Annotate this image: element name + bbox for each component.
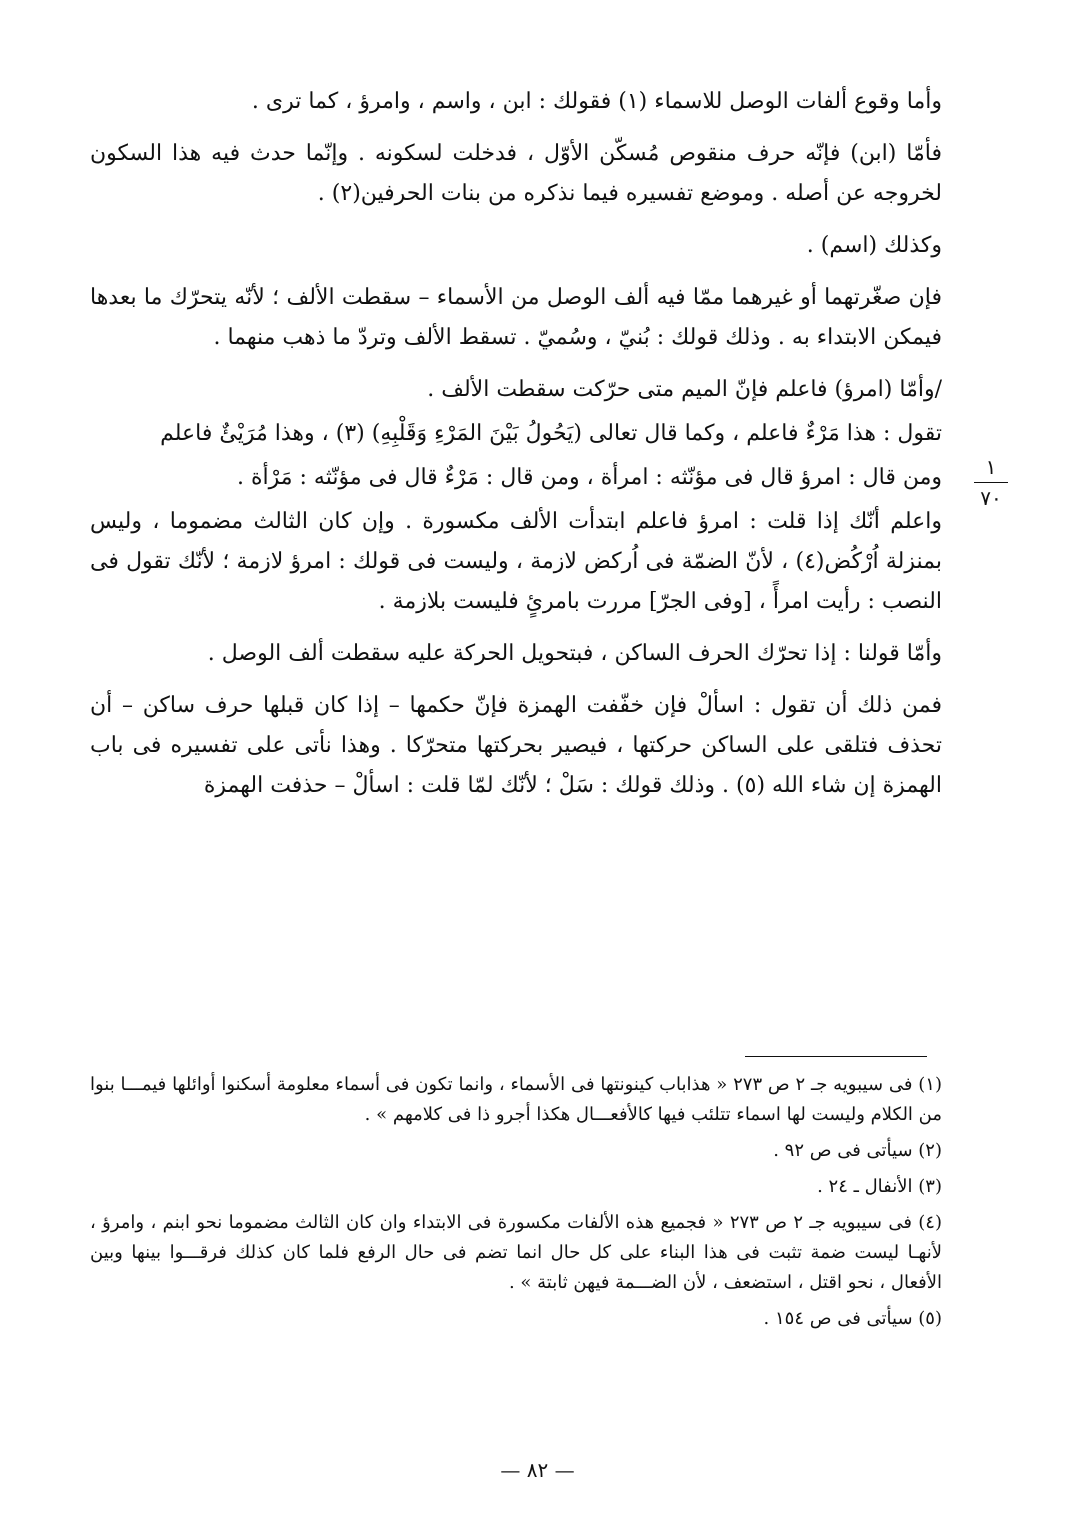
- paragraph-2: فأمّا (ابن) فإنّه حرف منقوص مُسكّن الأوّل ، فدخلت لسكونه . وإنّما حدث فيه هذا السكون لخروجه عن أصله . وموضع تفسيره فيما نذكره من بنات الحرفين(٢) .: [90, 141, 942, 206]
- page-number: — ٨٢ —: [500, 1458, 575, 1482]
- paragraph-3: وكذلك (اسم) .: [806, 233, 942, 258]
- footnote-divider: [745, 1056, 927, 1057]
- paragraph-9: وأمّا قولنا : إذا تحرّك الحرف الساكن ، فبتحويل الحركة عليه سقطت ألف الوصل .: [207, 641, 942, 666]
- paragraph-8: واعلم أنّك إذا قلت : امرؤ فاعلم ابتدأت الألف مكسورة . وإن كان الثالث مضموما ، وليس بمنزلة اُرْكُض(٤) ، لأنّ الضمّة فى اُركض لازمة ، وليست فى قولك : امرؤ لازمة ؛ لأنّك تقول فى النصب : رأيت امرأً ، [وفى الجرّ] مررت بامرئٍ فليست بلازمة .: [90, 509, 943, 614]
- margin-note-bottom: ٧٠: [980, 486, 1002, 510]
- margin-folio-reference: [974, 454, 1008, 511]
- paragraph-4: فإن صغّرتهما أو غيرهما ممّا فيه ألف الوصل من الأسماء – سقطت الألف ؛ لأنّه يتحرّك ما بعدها فيمكن الابتداء به . وذلك قولك : بُنيّ ، وسُميّ . تسقط الألف وتردّ ما ذهب منهما .: [90, 285, 942, 350]
- footnote-5: (٥) سيأتى فى ص ١٥٤ .: [763, 1308, 942, 1329]
- main-text: [90, 82, 942, 818]
- footnotes: [90, 1070, 942, 1340]
- paragraph-10: فمن ذلك أن تقول : اسألْ فإن خفّفت الهمزة فإنّ حكمها – إذا كان قبلها حرف ساكن – أن تحذف فتلقى على الساكن حركتها ، فيصير بحركتها متحرّكا . وهذا نأتى على تفسيره فى باب الهمزة إن شاء الله (٥) . وذلك قولك : سَلْ ؛ لأنّك لمّا قلت : اسألْ – حذفت الهمزة: [90, 693, 942, 798]
- margin-note-top: ١: [974, 454, 1008, 483]
- footnote-4: (٤) فى سيبويه جـ ٢ ص ٢٧٣ « فجميع هذه الألفات مكسورة فى الابتداء وان كان الثالث مضموما نحو ابنم ، وامرؤ ، لأنهـا ليست ضمة تثبت فى هذا البناء على كل حال انما تضم فى حال الرفع فلما كان كذلك فرقـــوا بينها وبين الأفعال ، نحو اقتل ، استضعف ، لأن الضـــمة فيهن ثابتة » .: [90, 1212, 942, 1293]
- footnote-3: (٣) الأنفال ـ ٢٤ .: [817, 1176, 942, 1197]
- paragraph-7: ومن قال : امرؤ قال فى مؤنّثه : امرأة ، ومن قال : مَرْءٌ قال فى مؤنّثه : مَرْأة .: [236, 465, 942, 490]
- footnote-1: (١) فى سيبويه جـ ٢ ص ٢٧٣ « هذاباب كينونتها فى الأسماء ، وانما تكون فى أسماء معلومة أسكنوا أوائلها فيمـــا بنوا من الكلام وليست لها اسماء تتلئب فيها كالأفعـــال هكذا أجرو ذا فى كلامهم » .: [90, 1074, 942, 1125]
- paragraph-1: وأما وقوع ألفات الوصل للاسماء (١) فقولك : ابن ، واسم ، وامرؤ ، كما ترى .: [251, 89, 942, 114]
- footnote-2: (٢) سيأتى فى ص ٩٢ .: [773, 1140, 942, 1161]
- paragraph-6: تقول : هذا مَرْءٌ فاعلم ، وكما قال تعالى (يَحُولُ بَيْنَ المَرْءِ وَقَلْبِهِ) (٣) ، وهذا مُرَيْئٌ فاعلم: [160, 421, 942, 446]
- paragraph-5: /وأمّا (امرؤ) فاعلم فإنّ الميم متى حرّكت سقطت الألف .: [427, 377, 942, 402]
